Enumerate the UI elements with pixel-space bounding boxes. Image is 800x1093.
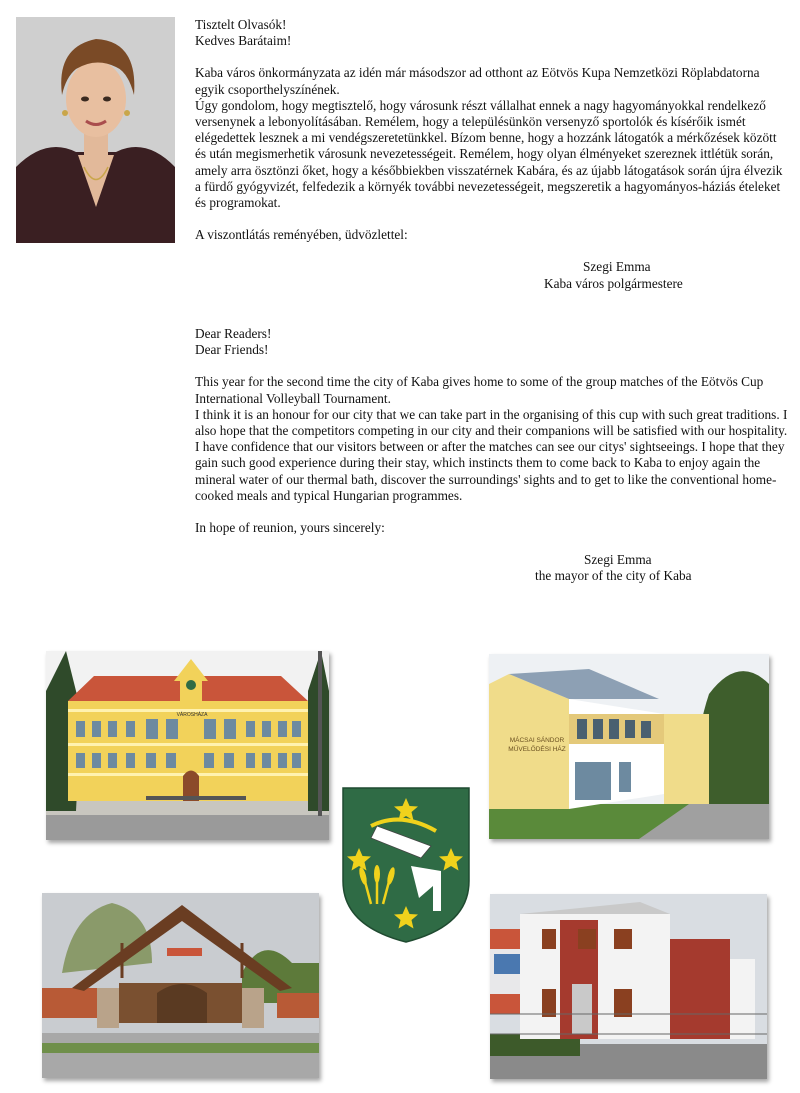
signature-name: Szegi Emma <box>583 259 651 275</box>
signature-title: Kaba város polgármestere <box>544 275 683 291</box>
city-coat-of-arms <box>341 786 471 944</box>
letter-paragraph: Úgy gondolom, hogy megtisztelő, hogy városunk részt vállalhat ennek a nagy hagyományokkal rendelkező versenynek a lebonyolításában. Remélem, hogy a településünkön versenyző sportolók és kísérőik ismét elégedettek lesznek a mi vendégszeretetünkkel. Bízom benne, hogy a hozzánk látogatók a mérkőzések között és után megismerhetik városunk nevezetességeit. Remélem, hogy olyan élményeket szereznek ittlétük során, amely arra ösztönzi őket, hogy a későbbiekben visszatérnek Kabára, és az újabb látogatások során újra élvezik a fürdő gyógyvizét, felfedezik a környék további nevezetességeit, megszeretik a hagyományos-háziás ételeket és programokat. <box>195 97 783 211</box>
wooden-gate-photo <box>42 893 319 1078</box>
hungarian-letter <box>195 17 790 292</box>
letter-paragraph: This year for the second time the city of Kaba gives home to some of the group matches of the Eötvös Cup International Volleyball Tournament. <box>195 374 764 406</box>
greeting-line: Kedves Barátaim! <box>195 33 292 49</box>
letter-closing: A viszontlátás reményében, üdvözlettel: <box>195 227 408 243</box>
letter-paragraph: I think it is an honour for our city that we can take part in the organising of this cup with such great traditions. I also hope that the competitors competing in our city and their companions will be satisfied with our hospitality. I have confidence that our visitors between or after the matches can see our citys' sightseeings. I hope that they gain such good experience during their stay, which instincts them to come back to Kaba to enjoy again the mineral water of our thermal bath, discover the surroundings' sights and to get to like the conventional home-cooked meals and typical Hungarian programmes. <box>195 406 788 503</box>
community-building-photo <box>490 894 767 1079</box>
greeting-line: Tisztelt Olvasók! <box>195 17 287 32</box>
letter-paragraph: Kaba város önkormányzata az idén már másodszor ad otthont az Eötvös Kupa Nemzetközi Röplabdatorna egyik csoporthelyszínének. <box>195 65 760 97</box>
town-hall-photo <box>46 651 329 840</box>
greeting-line: Dear Friends! <box>195 342 269 358</box>
culture-house-sign-line-1: MÁCSAI SÁNDOR <box>509 737 565 744</box>
mayor-portrait <box>16 17 175 243</box>
town-hall-sign: VÁROSHÁZA <box>176 712 208 718</box>
signature-title: the mayor of the city of Kaba <box>535 568 692 584</box>
greeting-line: Dear Readers! <box>195 326 272 341</box>
signature-name: Szegi Emma <box>584 552 652 568</box>
culture-house-sign-line-2: MŰVELŐDÉSI HÁZ <box>508 746 566 753</box>
letter-closing: In hope of reunion, yours sincerely: <box>195 520 385 536</box>
english-letter <box>195 326 790 585</box>
culture-house-photo <box>489 654 769 839</box>
